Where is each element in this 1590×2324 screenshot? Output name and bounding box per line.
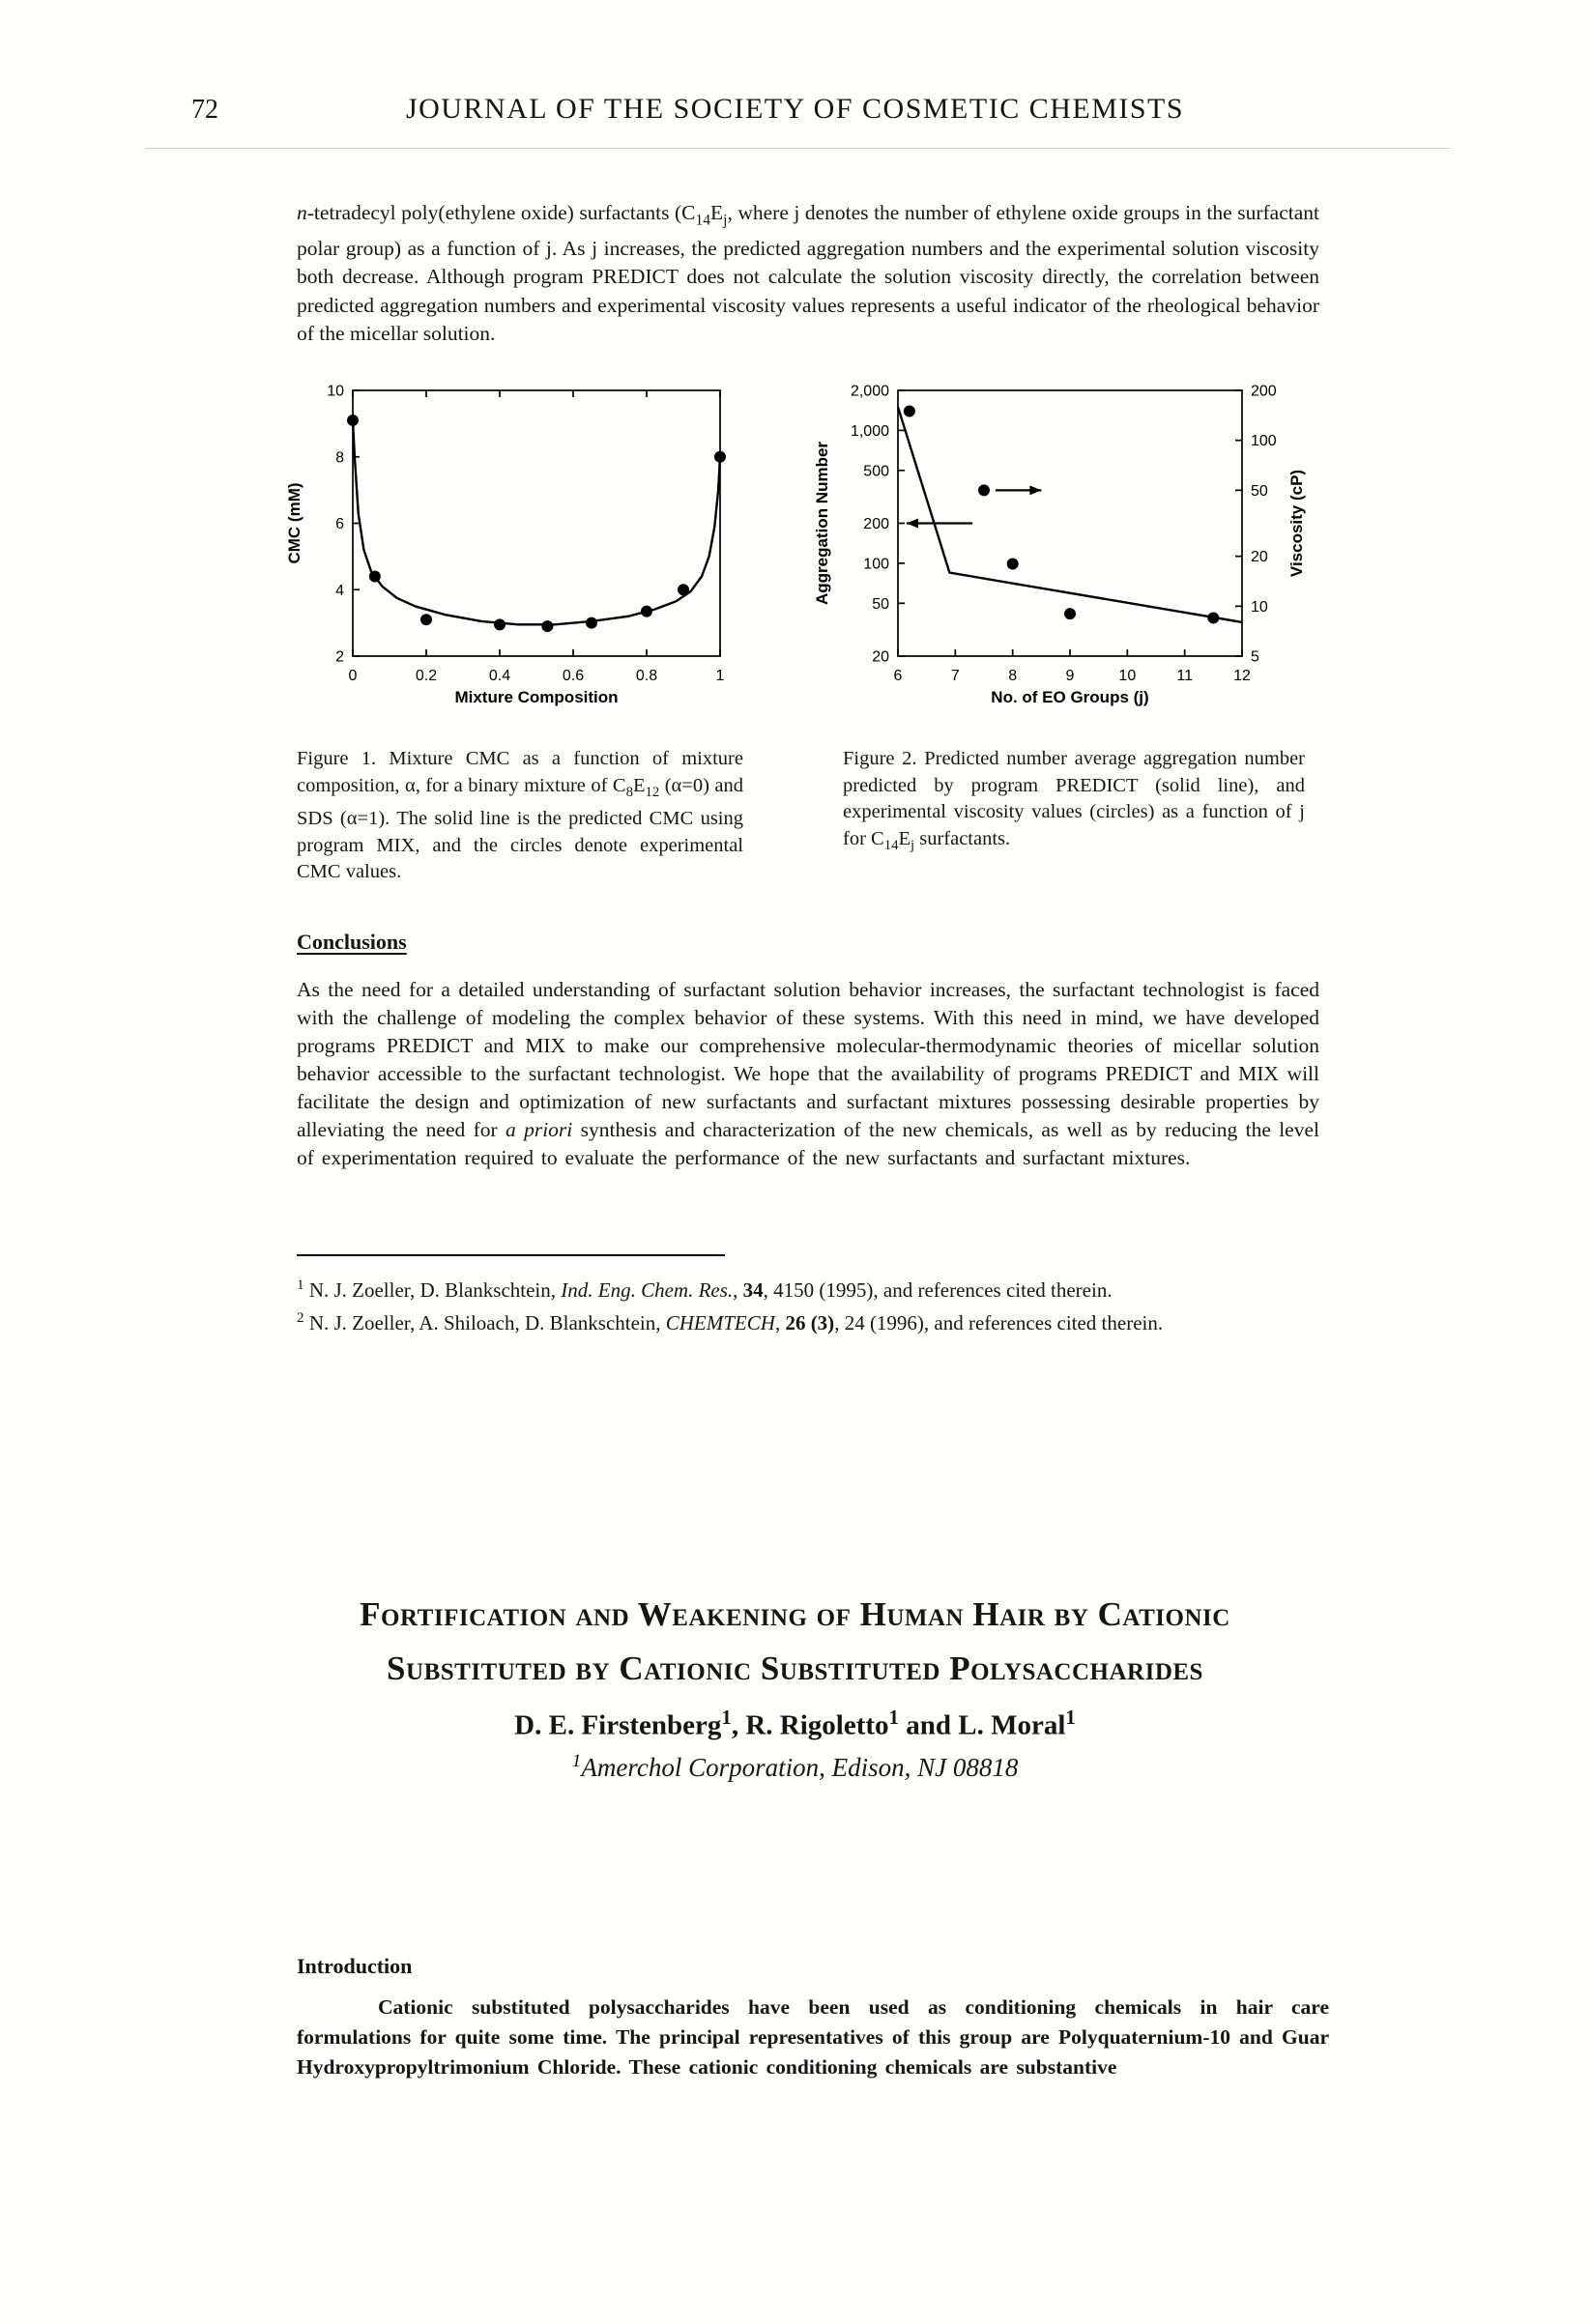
journal-title: JOURNAL OF THE SOCIETY OF COSMETIC CHEMISTS xyxy=(405,93,1185,125)
svg-text:5: 5 xyxy=(1251,648,1259,666)
svg-text:9: 9 xyxy=(1065,668,1075,684)
svg-text:0.6: 0.6 xyxy=(562,668,585,684)
svg-text:0.2: 0.2 xyxy=(415,668,438,684)
figure2-chart xyxy=(811,379,1314,712)
svg-text:Aggregation Number: Aggregation Number xyxy=(813,441,831,606)
figure1-chart xyxy=(283,379,737,712)
svg-text:1,000: 1,000 xyxy=(850,422,889,440)
svg-text:0.4: 0.4 xyxy=(488,668,511,684)
figures-row xyxy=(283,379,1314,712)
svg-text:6: 6 xyxy=(893,668,903,684)
figure1-caption: Figure 1. Mixture CMC as a function of mixture composition, α, for a binary mixture of $C_8E_{12}$ (α=0) and SDS (α=1). The solid line is the predicted CMC using program MIX, and the circles denote experimental CMC values. xyxy=(297,748,743,883)
svg-text:10: 10 xyxy=(327,383,344,400)
captions-row xyxy=(297,746,1305,886)
svg-text:10: 10 xyxy=(1251,598,1268,616)
svg-text:CMC (mM): CMC (mM) xyxy=(285,482,304,564)
svg-text:0: 0 xyxy=(348,668,358,684)
conclusions-paragraph: As the need for a detailed understanding of surfactant solution behavior increases, the surfactant technologist is faced with the challenge of modeling the complex behavior of these systems. With this need in mind, we have developed programs PREDICT and MIX to make our comprehensive molecular-thermodynamic theories of micellar solution behavior accessible to the surfactant technologist. We hope that the availability of programs PREDICT and MIX will facilitate the design and optimization of new surfactants and surfactant mixtures possessing desirable properties by alleviating the need for a priori synthesis and characterization of the new chemicals, as well as by reducing the level of experimentation required to evaluate the performance of the new surfactants and surfactant mixtures. xyxy=(297,978,1319,1169)
svg-text:500: 500 xyxy=(863,463,889,480)
footnote-1: $^1$ N. J. Zoeller, D. Blankschtein, Ind. Eng. Chem. Res., 34, 4150 (1995), and references cited therein. xyxy=(297,1277,1113,1302)
svg-text:50: 50 xyxy=(872,595,889,613)
svg-text:10: 10 xyxy=(1118,668,1137,684)
svg-text:7: 7 xyxy=(950,668,960,684)
svg-text:20: 20 xyxy=(1251,549,1268,566)
svg-text:200: 200 xyxy=(1251,383,1277,400)
svg-text:4: 4 xyxy=(335,582,344,599)
svg-text:20: 20 xyxy=(872,648,889,666)
svg-text:8: 8 xyxy=(335,449,344,467)
svg-text:100: 100 xyxy=(1251,433,1277,450)
article-title-line-2: Substituted by Cationic Substituted Polysaccharides xyxy=(387,1650,1203,1687)
svg-text:Viscosity (cP): Viscosity (cP) xyxy=(1287,469,1306,578)
footnote-2: $^2$ N. J. Zoeller, A. Shiloach, D. Blankschtein, CHEMTECH, 26 (3), 24 (1996), and references cited therein. xyxy=(297,1310,1164,1334)
conclusions-heading: Conclusions xyxy=(297,930,407,954)
svg-text:50: 50 xyxy=(1251,482,1268,500)
svg-text:11: 11 xyxy=(1176,668,1193,684)
svg-text:100: 100 xyxy=(863,556,889,573)
svg-text:2,000: 2,000 xyxy=(850,383,889,400)
introduction-heading: Introduction xyxy=(297,1954,413,1978)
figure2-caption: Figure 2. Predicted number average aggregation number predicted by program PREDICT (solid line), and experimental viscosity values (circles) as a function of j for $C_{14}E_j$ surfactants. xyxy=(843,748,1305,853)
svg-text:12: 12 xyxy=(1233,668,1251,684)
footnotes xyxy=(297,1272,1319,1337)
next-article-header xyxy=(282,1588,1308,1783)
svg-text:6: 6 xyxy=(335,516,344,532)
svg-text:0.8: 0.8 xyxy=(635,668,658,684)
page-number: 72 xyxy=(191,95,218,125)
article-title-line-1: Fortification and Weakening of Human Hair by Cationic xyxy=(360,1595,1230,1633)
header-rule xyxy=(145,148,1450,149)
svg-text:1: 1 xyxy=(715,668,725,684)
footnote-divider xyxy=(297,1254,725,1256)
opening-paragraph: n-tetradecyl poly(ethylene oxide) surfactants ($C_{14}E_j$, where j denotes the number of ethylene oxide groups in the surfactant polar group) as a function of j. As j increases, the predicted aggregation numbers and the experimental solution viscosity both decrease. Although program PREDICT does not calculate the solution viscosity directly, the correlation between predicted aggregation numbers and experimental viscosity values represents a useful indicator of the rheological behavior of the micellar solution. xyxy=(297,201,1319,346)
svg-text:200: 200 xyxy=(863,516,889,532)
svg-text:2: 2 xyxy=(335,648,344,666)
svg-text:No. of EO Groups (j): No. of EO Groups (j) xyxy=(991,688,1149,706)
article-authors: D. E. Firstenberg$^1$, R. Rigoletto$^1$ and L. Moral$^1$ xyxy=(514,1706,1076,1741)
svg-text:Mixture Composition: Mixture Composition xyxy=(454,688,619,706)
article-affiliation: $^1$Amerchol Corporation, Edison, NJ 08818 xyxy=(571,1750,1019,1782)
svg-text:8: 8 xyxy=(1008,668,1018,684)
introduction-paragraph: Cationic substituted polysaccharides have been used as conditioning chemicals in hair care formulations for quite some time. The principal representatives of this group are Polyquaternium-10 and Guar Hydroxypropyltrimonium Chloride. These cationic conditioning chemicals are substantive xyxy=(297,1995,1329,2079)
